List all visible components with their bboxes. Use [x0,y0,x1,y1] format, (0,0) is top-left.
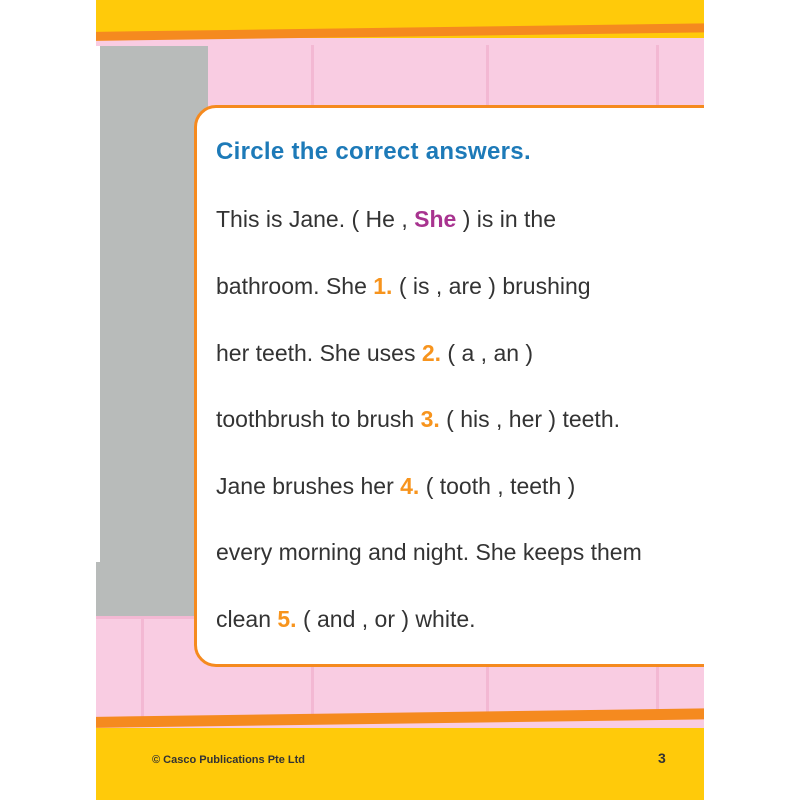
passage-text: ) is in the [456,206,557,232]
answer-choices[interactable]: ( and , or ) white. [296,606,476,632]
question-number: 3. [420,406,440,432]
answer-choices[interactable]: ( his , her ) teeth. [439,406,621,432]
passage-line-2 [216,273,591,300]
question-number: 4. [400,473,420,499]
wall-tile-line [311,665,314,720]
passage-line-4 [216,406,620,433]
worksheet-page [96,0,704,800]
passage-line-5 [216,473,575,500]
page-number: 3 [658,750,666,766]
door-frame [96,46,100,562]
passage-line-7 [216,606,476,633]
passage-text: her teeth. She uses [216,340,422,366]
copyright-notice: © Casco Publications Pte Ltd [152,754,305,766]
question-number: 1. [373,273,393,299]
wall-tile-line [311,45,314,105]
question-number: 2. [421,340,442,366]
question-number: 5. [277,606,297,632]
answer-choices[interactable]: ( a , an ) [441,340,534,366]
passage-text: clean [216,606,278,632]
passage-line-1 [216,206,556,233]
passage-text: toothbrush to brush [216,406,421,432]
exercise-card [194,105,704,667]
answer-choices[interactable]: ( tooth , teeth ) [419,473,576,499]
bottom-orange-stripe [96,708,704,728]
passage-text: This is Jane. ( He , [216,206,415,232]
passage-text: bathroom. She [216,273,374,299]
answer-choices[interactable]: ( is , are ) brushing [392,273,591,299]
wall-tile-line [656,45,659,105]
wall-tile-line [486,45,489,105]
passage-line-3 [216,340,533,367]
passage-line-6 [216,539,642,566]
example-answer: She [414,206,457,232]
bathroom-door [96,46,208,616]
wall-tile-line [141,618,144,718]
instruction-heading: Circle the correct answers. [216,138,531,165]
passage-text: Jane brushes her [216,473,401,499]
passage-text: every morning and night. She keeps them [216,539,642,565]
